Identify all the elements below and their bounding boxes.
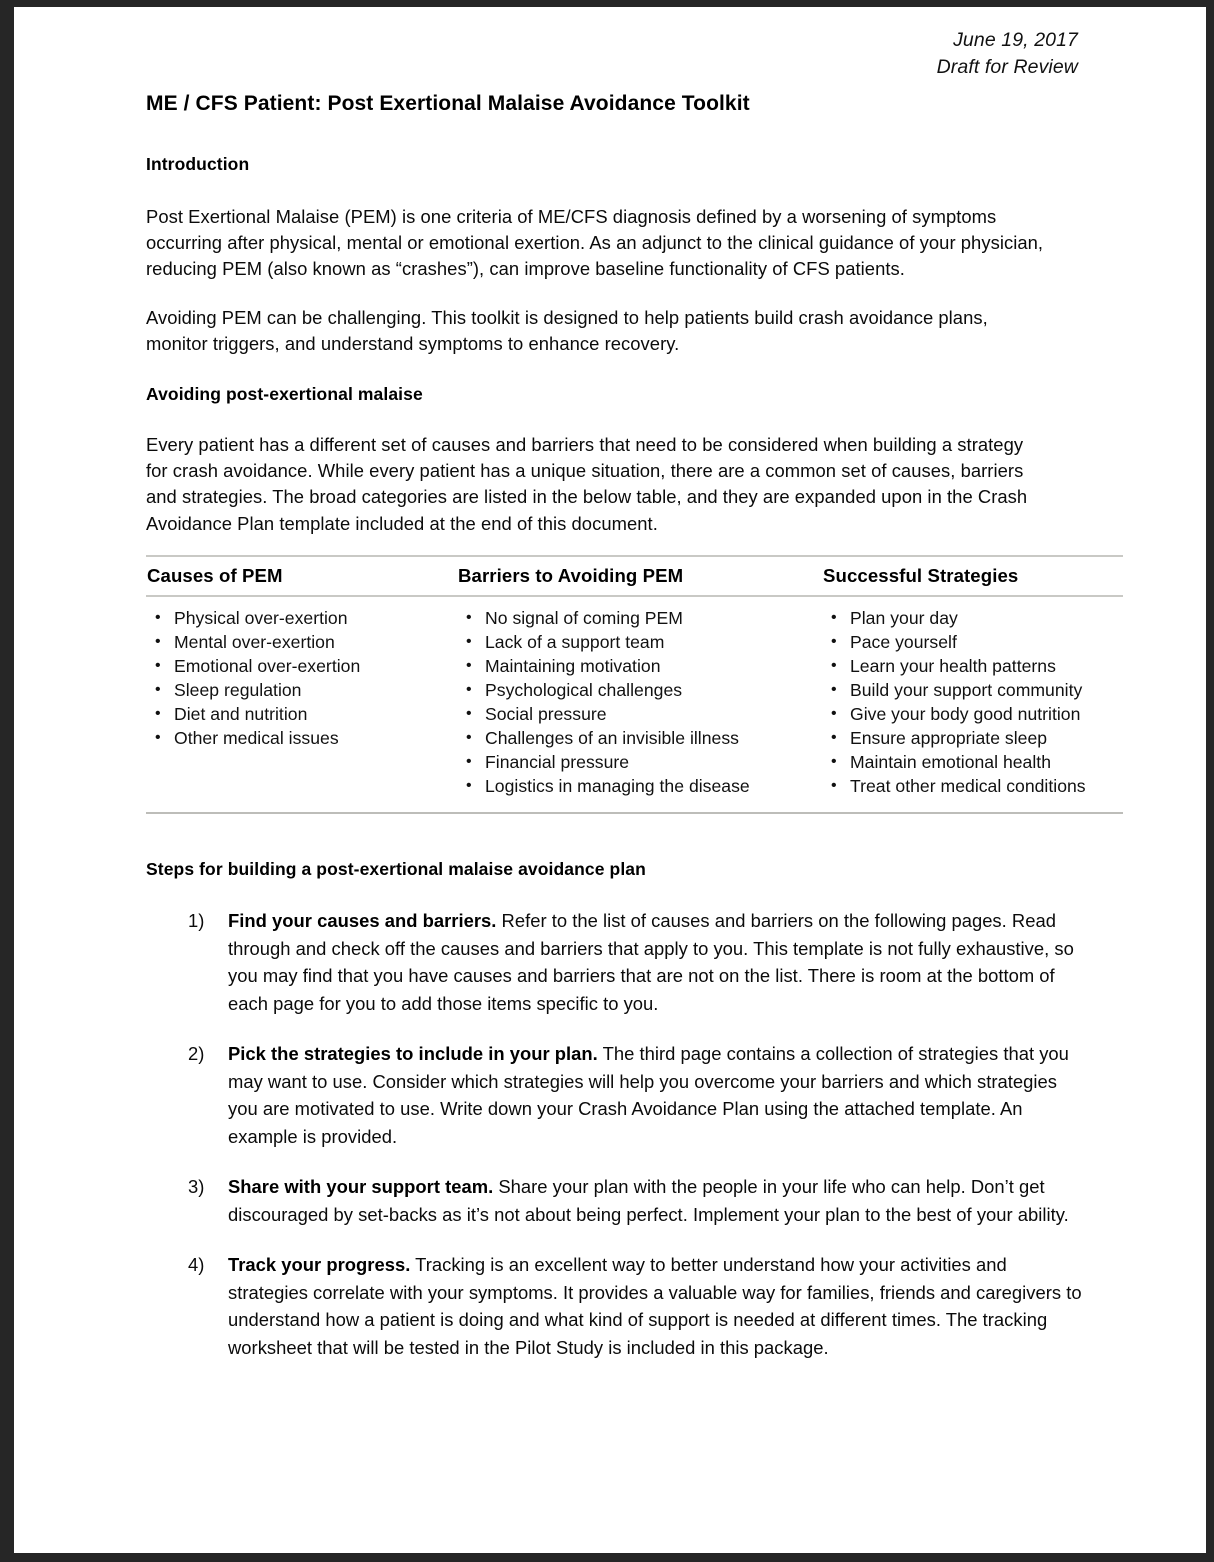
introduction-paragraph-1: Post Exertional Malaise (PEM) is one criteria of ME/CFS diagnosis defined by a worsening of symptoms occurring after physical, mental or emotional exertion. As an adjunct to the clinical guidance of your physician, reducing PEM (also known as “crashes”), can improve baseline functionality of CFS patients. bbox=[146, 206, 1044, 280]
table-column-strategies-header bbox=[809, 565, 1123, 587]
step-item-4 bbox=[146, 1251, 1091, 1361]
list-item: • Build your support community bbox=[823, 678, 1123, 702]
step-item-1 bbox=[146, 907, 1091, 1017]
step-body: Share your plan with the people in your life who can help. Don’t get discouraged by set-backs as it’s not about being perfect. Implement your plan to the best of your ability. bbox=[228, 1176, 1069, 1225]
step-number: 1) bbox=[188, 910, 205, 931]
document-page bbox=[14, 7, 1206, 1553]
list-item: • Social pressure bbox=[458, 702, 809, 726]
avoiding-paragraph-1: Every patient has a different set of causes and barriers that need to be considered when building a strategy for crash avoidance. While every patient has a unique situation, there are a common set of causes, barriers and strategies. The broad categories are listed in the below table, and they are expanded upon in the Crash Avoidance Plan template included at the end of this document. bbox=[146, 434, 1028, 534]
section-heading-steps: Steps for building a post-exertional malaise avoidance plan bbox=[146, 859, 646, 879]
list-item: • Diet and nutrition bbox=[147, 702, 452, 726]
table-column-causes bbox=[146, 606, 452, 798]
step-body: Refer to the list of causes and barriers on the following pages. Read through and check off the causes and barriers that apply to you. This template is not fully exhaustive, so you may find that you have causes and barriers that are not on the list. There is room at the bottom of each page for you to add those items specific to you. bbox=[228, 910, 1074, 1014]
column-header-label: Successful Strategies bbox=[823, 565, 1019, 586]
list-item: • Maintain emotional health bbox=[823, 750, 1123, 774]
column-header-label: Causes of PEM bbox=[147, 565, 283, 586]
step-number: 3) bbox=[188, 1176, 205, 1197]
step-item-3 bbox=[146, 1173, 1091, 1228]
step-lead: Share with your support team. bbox=[228, 1176, 494, 1197]
barriers-list bbox=[458, 606, 809, 798]
list-item: • Other medical issues bbox=[147, 726, 452, 750]
column-header-label: Barriers to Avoiding PEM bbox=[458, 565, 684, 586]
table-body-row bbox=[146, 597, 1123, 812]
list-item: • Emotional over-exertion bbox=[147, 654, 452, 678]
table-column-barriers-header bbox=[452, 565, 809, 587]
table-column-strategies bbox=[809, 606, 1123, 798]
table-column-barriers bbox=[452, 606, 809, 798]
list-item: • Sleep regulation bbox=[147, 678, 452, 702]
header-status: Draft for Review bbox=[936, 56, 1078, 78]
list-item: • Learn your health patterns bbox=[823, 654, 1123, 678]
causes-list bbox=[147, 606, 452, 750]
step-lead: Find your causes and barriers. bbox=[228, 910, 497, 931]
list-item: • Plan your day bbox=[823, 606, 1123, 630]
list-item: • Challenges of an invisible illness bbox=[458, 726, 809, 750]
list-item: • Logistics in managing the disease bbox=[458, 774, 809, 798]
list-item: • No signal of coming PEM bbox=[458, 606, 809, 630]
page-title: ME / CFS Patient: Post Exertional Malaise Avoidance Toolkit bbox=[146, 92, 750, 115]
list-item: • Physical over-exertion bbox=[147, 606, 452, 630]
list-item: • Lack of a support team bbox=[458, 630, 809, 654]
table-column-causes-header bbox=[146, 565, 452, 587]
table-rule-bottom bbox=[146, 812, 1123, 814]
page-content bbox=[14, 7, 1206, 1553]
step-lead: Pick the strategies to include in your plan. bbox=[228, 1043, 598, 1064]
list-item: • Give your body good nutrition bbox=[823, 702, 1123, 726]
step-number: 4) bbox=[188, 1254, 205, 1275]
list-item: • Treat other medical conditions bbox=[823, 774, 1123, 798]
pem-categories-table bbox=[146, 555, 1123, 814]
list-item: • Mental over-exertion bbox=[147, 630, 452, 654]
step-body: Tracking is an excellent way to better understand how your activities and strategies correlate with your symptoms. It provides a valuable way for families, friends and caregivers to understand how a patient is doing and what kind of support is needed at different times. The tracking worksheet that will be tested in the Pilot Study is included in this package. bbox=[228, 1254, 1082, 1358]
step-number: 2) bbox=[188, 1043, 205, 1064]
list-item: • Psychological challenges bbox=[458, 678, 809, 702]
table-header-row bbox=[146, 557, 1123, 595]
strategies-list bbox=[823, 606, 1123, 798]
header-date: June 19, 2017 bbox=[953, 29, 1078, 51]
introduction-paragraph-2: Avoiding PEM can be challenging. This toolkit is designed to help patients build crash avoidance plans, monitor triggers, and understand symptoms to enhance recovery. bbox=[146, 307, 988, 355]
step-lead: Track your progress. bbox=[228, 1254, 411, 1275]
step-item-2 bbox=[146, 1040, 1091, 1150]
document-header bbox=[937, 27, 1078, 81]
list-item: • Maintaining motivation bbox=[458, 654, 809, 678]
list-item: • Ensure appropriate sleep bbox=[823, 726, 1123, 750]
section-heading-avoiding: Avoiding post-exertional malaise bbox=[146, 384, 423, 404]
section-heading-introduction: Introduction bbox=[146, 154, 250, 174]
list-item: • Pace yourself bbox=[823, 630, 1123, 654]
step-body: The third page contains a collection of strategies that you may want to use. Consider which strategies will help you overcome your barriers and which strategies you are motivated to use. Write down your Crash Avoidance Plan using the attached template. An example is provided. bbox=[228, 1043, 1069, 1147]
steps-ordered-list bbox=[146, 907, 1091, 1384]
list-item: • Financial pressure bbox=[458, 750, 809, 774]
